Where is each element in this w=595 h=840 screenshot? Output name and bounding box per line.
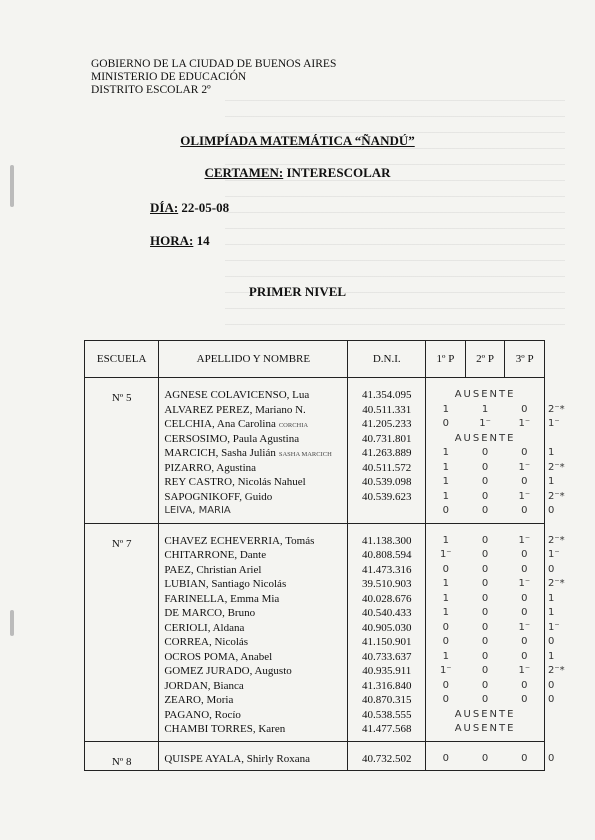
score-p1: 0 xyxy=(442,621,449,633)
column-header-p2: 2º P xyxy=(465,341,505,378)
score-p2: 0 xyxy=(481,679,489,691)
dia-value: 22-05-08 xyxy=(181,200,230,215)
score-p3: 0 xyxy=(521,636,528,647)
score-line xyxy=(426,461,544,476)
score-p3: 1⁻ xyxy=(518,578,531,589)
student-name xyxy=(164,446,347,461)
student-name-text: REY CASTRO, Nicolás Nahuel xyxy=(164,476,306,488)
school-group-row xyxy=(85,378,545,524)
student-dni: 41.150.901 xyxy=(362,636,412,648)
score-p2: 0 xyxy=(481,534,489,546)
absent-mark: AUSENTE xyxy=(454,432,516,444)
absent-mark: AUSENTE xyxy=(454,708,516,720)
names-cell xyxy=(159,523,348,741)
student-name xyxy=(164,664,347,679)
score-p1: 0 xyxy=(442,752,449,764)
scores-cell xyxy=(426,523,545,741)
document-title: OLIMPÍADA MATEMÁTICA “ÑANDÚ” xyxy=(180,133,415,148)
handwritten-total: 1 xyxy=(548,607,555,618)
hora-value: 14 xyxy=(196,233,210,248)
hora-line xyxy=(150,233,210,249)
student-name-text: CELCHIA, Ana Carolina xyxy=(164,418,276,430)
header-line-ministry: MINISTERIO DE EDUCACIÓN xyxy=(91,71,247,83)
score-p1: 1⁻ xyxy=(439,665,452,676)
school-group-row xyxy=(85,523,545,741)
student-name xyxy=(164,490,347,505)
dia-line xyxy=(150,200,229,216)
student-dni: 41.354.095 xyxy=(362,389,412,401)
student-name-text: DE MARCO, Bruno xyxy=(164,607,256,619)
score-p1: 1 xyxy=(442,447,449,458)
score-line xyxy=(426,563,544,578)
student-name-text: ALVAREZ PEREZ, Mariano N. xyxy=(164,403,306,416)
score-p3: 1⁻ xyxy=(518,490,531,502)
score-p2: 0 xyxy=(481,592,489,604)
student-dni: 40.870.315 xyxy=(362,694,412,706)
school-cell: Nº 5 xyxy=(85,378,159,524)
student-dni: 40.511.331 xyxy=(362,403,412,416)
student-name xyxy=(164,548,347,563)
student-name xyxy=(164,432,347,447)
student-name-text: CHAVEZ ECHEVERRIA, Tomás xyxy=(164,534,315,547)
handwritten-total: 1 xyxy=(548,476,555,487)
student-name-text: JORDAN, Bianca xyxy=(164,679,244,692)
score-p2: 0 xyxy=(481,447,489,458)
score-line xyxy=(426,504,544,519)
student-dni: 40.539.098 xyxy=(362,476,412,488)
student-dni: 39.510.903 xyxy=(362,578,412,590)
score-p2: 0 xyxy=(481,607,489,618)
score-p2: 0 xyxy=(481,461,489,473)
handwritten-total: 1 xyxy=(548,592,555,604)
handwritten-correction: SASHA MARCICH xyxy=(278,451,332,458)
results-table xyxy=(84,340,545,771)
handwritten-total: 2⁻* xyxy=(548,403,565,415)
score-p2: 0 xyxy=(481,476,489,487)
score-p3: 1⁻ xyxy=(518,418,531,429)
score-p2: 0 xyxy=(481,505,489,516)
certamen-label: CERTAMEN: xyxy=(204,165,284,180)
student-dni: 40.733.637 xyxy=(362,650,412,663)
student-dni: 41.316.840 xyxy=(362,679,412,692)
score-p3: 1⁻ xyxy=(518,665,531,676)
student-name xyxy=(164,650,347,665)
student-name xyxy=(164,563,347,578)
score-line xyxy=(426,490,544,505)
score-line xyxy=(426,664,544,679)
school-cell: Nº 8 xyxy=(85,741,159,771)
student-name-text: FARINELLA, Emma Mia xyxy=(164,592,280,605)
student-name xyxy=(164,722,347,737)
score-p3: 1⁻ xyxy=(518,534,531,546)
school-cell: Nº 7 xyxy=(85,523,159,741)
student-name xyxy=(164,388,347,403)
score-line xyxy=(426,650,544,665)
score-line xyxy=(426,679,544,694)
score-p3: 0 xyxy=(521,563,528,575)
student-dni: 41.263.889 xyxy=(362,447,412,459)
student-dni: 40.808.594 xyxy=(362,549,412,561)
student-name-text: CERIOLI, Aldana xyxy=(164,621,245,634)
absent-mark: AUSENTE xyxy=(454,723,516,734)
handwritten-total: 0 xyxy=(548,636,555,647)
student-name xyxy=(164,679,347,694)
student-dni xyxy=(348,504,425,519)
score-p2: 0 xyxy=(481,694,489,705)
student-name-text: CHITARRONE, Dante xyxy=(164,549,267,561)
handwritten-total: 0 xyxy=(548,694,555,705)
handwritten-total: 1⁻ xyxy=(548,549,560,560)
student-name-text: LUBIAN, Santiago Nicolás xyxy=(164,578,287,590)
score-p1: 1 xyxy=(442,578,449,589)
punch-hole-mark xyxy=(10,610,14,636)
handwritten-total: 1 xyxy=(548,650,555,662)
score-p2: 0 xyxy=(481,578,489,589)
score-line xyxy=(426,388,544,403)
score-p1: 0 xyxy=(442,505,449,516)
student-name-text: PAEZ, Christian Ariel xyxy=(164,563,262,576)
score-p3: 0 xyxy=(521,505,528,516)
header-line-government: GOBIERNO DE LA CIUDAD DE BUENOS AIRES xyxy=(91,58,337,70)
handwritten-total: 1⁻ xyxy=(548,621,560,633)
student-dni: 41.205.233 xyxy=(362,418,412,430)
handwritten-total: 0 xyxy=(548,752,555,764)
score-p3: 0 xyxy=(521,650,528,662)
score-p1: 1 xyxy=(442,607,449,618)
handwritten-total: 1⁻ xyxy=(548,418,560,429)
student-name-text: CORREA, Nicolás xyxy=(164,636,249,648)
score-line xyxy=(426,708,544,723)
score-p2: 1⁻ xyxy=(479,418,491,429)
score-line xyxy=(426,722,544,737)
hora-label: HORA: xyxy=(150,233,194,248)
score-p3: 1⁻ xyxy=(518,461,531,473)
student-name xyxy=(164,475,347,490)
column-header-dni: D.N.I. xyxy=(348,341,426,378)
score-p1: 1 xyxy=(442,476,449,487)
score-line xyxy=(426,446,544,461)
score-line xyxy=(426,432,544,447)
student-name-text: MARCICH, Sasha Julián xyxy=(164,447,276,459)
handwritten-total: 2⁻* xyxy=(548,461,565,473)
score-p2: 0 xyxy=(481,549,489,560)
student-dni: 40.538.555 xyxy=(362,708,412,721)
student-dni: 41.473.316 xyxy=(362,563,412,576)
handwritten-total: 0 xyxy=(548,505,555,516)
student-name xyxy=(164,592,347,607)
handwritten-correction: CORCHIA xyxy=(278,422,309,429)
student-dni: 40.935.911 xyxy=(362,665,412,677)
certamen-line xyxy=(0,165,595,181)
score-p1: 0 xyxy=(442,563,449,575)
student-name xyxy=(164,693,347,708)
dni-cell xyxy=(348,741,426,771)
score-p2: 0 xyxy=(481,563,489,575)
score-p3: 0 xyxy=(521,679,528,691)
score-p3: 0 xyxy=(521,403,528,415)
student-name-text: PIZARRO, Agustina xyxy=(164,461,257,474)
scores-cell xyxy=(426,741,545,771)
score-p1: 0 xyxy=(442,694,449,705)
dni-cell xyxy=(348,523,426,741)
student-dni: 40.731.801 xyxy=(362,432,412,445)
handwritten-total: 1 xyxy=(548,447,555,458)
score-line xyxy=(426,417,544,432)
score-p1: 0 xyxy=(442,636,449,647)
header-line-district: DISTRITO ESCOLAR 2º xyxy=(91,84,211,96)
student-dni: 41.477.568 xyxy=(362,723,412,735)
score-p1: 1 xyxy=(442,403,449,415)
student-name xyxy=(164,417,347,432)
score-line xyxy=(426,577,544,592)
score-p2: 1 xyxy=(481,403,489,415)
score-p3: 0 xyxy=(521,607,528,618)
names-cell xyxy=(159,378,348,524)
score-line xyxy=(426,592,544,607)
score-p2: 0 xyxy=(481,490,489,502)
handwritten-total: 2⁻* xyxy=(548,490,565,502)
handwritten-total: 0 xyxy=(548,563,555,575)
student-name-text: SAPOGNIKOFF, Guido xyxy=(164,490,273,503)
score-p1: 1 xyxy=(442,461,449,473)
column-header-school: ESCUELA xyxy=(85,341,159,378)
student-name-text: GOMEZ JURADO, Augusto xyxy=(164,665,292,677)
dni-cell xyxy=(348,378,426,524)
student-dni: 40.540.433 xyxy=(362,607,412,619)
student-name xyxy=(164,708,347,723)
student-dni: 40.539.623 xyxy=(362,490,412,503)
level-heading: PRIMER NIVEL xyxy=(248,284,347,299)
score-p3: 0 xyxy=(521,447,528,458)
score-p1: 1⁻ xyxy=(439,549,452,560)
score-p3: 1⁻ xyxy=(518,621,531,633)
column-header-p3: 3º P xyxy=(505,341,545,378)
score-p3: 0 xyxy=(521,476,528,487)
absent-mark: AUSENTE xyxy=(454,389,516,400)
student-name-text: CERSOSIMO, Paula Agustina xyxy=(164,432,300,445)
student-name xyxy=(164,635,347,650)
names-cell xyxy=(159,741,348,771)
score-p1: 0 xyxy=(442,679,449,691)
certamen-value: INTERESCOLAR xyxy=(286,165,391,180)
score-p1: 1 xyxy=(442,534,449,546)
column-header-p1: 1º P xyxy=(426,341,466,378)
student-name xyxy=(164,621,347,636)
score-line xyxy=(426,693,544,708)
score-line xyxy=(426,606,544,621)
score-p2: 0 xyxy=(481,752,489,764)
score-p2: 0 xyxy=(481,665,489,676)
column-header-name: APELLIDO Y NOMBRE xyxy=(159,341,348,378)
score-line xyxy=(426,621,544,636)
student-dni: 40.905.030 xyxy=(362,621,412,634)
table-header-row xyxy=(85,341,545,378)
student-dni: 41.138.300 xyxy=(362,534,412,547)
score-line xyxy=(426,475,544,490)
handwritten-total: 0 xyxy=(548,679,555,691)
student-name-text: LEIVA, MARIA xyxy=(164,505,231,516)
student-dni: 40.511.572 xyxy=(362,461,412,474)
score-line xyxy=(426,534,544,549)
handwritten-total: 2⁻* xyxy=(548,534,565,546)
document-header xyxy=(91,58,336,97)
student-name xyxy=(164,403,347,418)
student-name-text: PAGANO, Rocío xyxy=(164,708,241,721)
score-p3: 0 xyxy=(521,694,528,705)
dia-label: DÍA: xyxy=(150,200,179,215)
score-line xyxy=(426,635,544,650)
score-p3: 0 xyxy=(521,549,528,560)
score-p1: 1 xyxy=(442,592,449,604)
student-dni: 40.028.676 xyxy=(362,592,412,605)
student-name-text: OCROS POMA, Anabel xyxy=(164,650,273,663)
school-group-row xyxy=(85,741,545,771)
score-p2: 0 xyxy=(481,621,489,633)
student-name xyxy=(164,461,347,476)
handwritten-total: 2⁻* xyxy=(548,578,565,589)
score-p2: 0 xyxy=(481,650,489,662)
student-name xyxy=(164,606,347,621)
student-dni: 40.732.502 xyxy=(362,752,412,765)
score-p1: 0 xyxy=(442,418,449,429)
score-line xyxy=(426,403,544,418)
student-name-text: QUISPE AYALA, Shirly Roxana xyxy=(164,752,310,765)
student-name-text: ZEARO, Moria xyxy=(164,694,234,706)
student-name xyxy=(164,534,347,549)
score-p3: 0 xyxy=(521,752,528,764)
score-line xyxy=(426,752,544,767)
score-p1: 1 xyxy=(442,650,449,662)
handwritten-total: 2⁻* xyxy=(548,665,565,676)
score-p2: 0 xyxy=(481,636,489,647)
student-name xyxy=(164,504,347,519)
student-name xyxy=(164,577,347,592)
scores-cell xyxy=(426,378,545,524)
student-name-text: AGNESE COLAVICENSO, Lua xyxy=(164,389,310,401)
student-name xyxy=(164,752,347,767)
score-p1: 1 xyxy=(442,490,449,502)
student-name-text: CHAMBI TORRES, Karen xyxy=(164,723,286,735)
score-line xyxy=(426,548,544,563)
score-p3: 0 xyxy=(521,592,528,604)
